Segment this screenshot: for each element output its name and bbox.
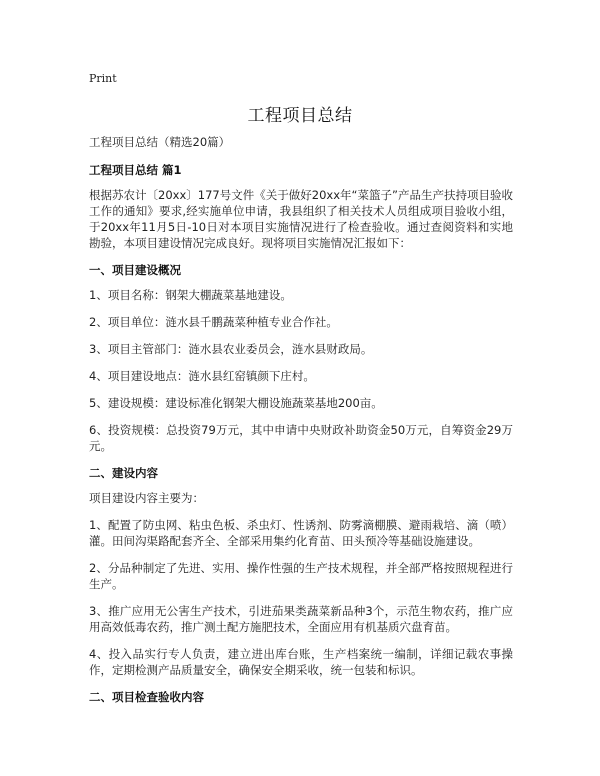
page-title: 工程项目总结 bbox=[247, 106, 353, 126]
content-item-4: 4、投入品实行专人负责，建立进出库台账，生产档案统一编制，详细记载农事操作，定期检测产品质量安全，确保安全期采收，统一包装和标识。 bbox=[89, 647, 513, 677]
overview-item-unit: 2、项目单位：涟水县千鹏蔬菜种植专业合作社。 bbox=[89, 315, 338, 329]
document-body bbox=[89, 134, 513, 714]
section-heading-overview: 一、项目建设概况 bbox=[89, 263, 181, 277]
overview-item-name: 1、项目名称：钢架大棚蔬菜基地建设。 bbox=[89, 288, 292, 302]
section-heading-content: 二、建设内容 bbox=[89, 466, 158, 480]
intro-paragraph: 根据苏农计〔20xx〕177号文件《关于做好20xx年“菜篮子”产品生产扶持项目验收工作的通知》要求,经实施单位申请，我县组织了相关技术人员组成项目验收小组，于20xx年11月5日-10日对本项目实施情况进行了检查验收。通过查阅资料和实地勘验，本项目建设情况完成良好。现将项目实施情况汇报如下： bbox=[89, 188, 513, 250]
content-item-1: 1、配置了防虫网、粘虫色板、杀虫灯、性诱剂、防雾滴棚膜、避雨栽培、滴（喷）灌。田间沟渠路配套齐全、全部采用集约化育苗、田头预冷等基础设施建设。 bbox=[89, 518, 513, 548]
article-heading: 工程项目总结 篇1 bbox=[89, 163, 182, 177]
content-item-3: 3、推广应用无公害生产技术，引进茄果类蔬菜新品种3个，示范生物农药，推广应用高效低毒农药，推广测土配方施肥技术，全面应用有机基质穴盘育苗。 bbox=[89, 604, 513, 634]
print-link[interactable]: Print bbox=[89, 72, 117, 85]
overview-item-location: 4、项目建设地点：涟水县红窑镇颜下庄村。 bbox=[89, 369, 315, 383]
overview-item-department: 3、项目主管部门：涟水县农业委员会，涟水县财政局。 bbox=[89, 342, 373, 356]
content-intro: 项目建设内容主要为： bbox=[89, 491, 204, 505]
content-item-2: 2、分品种制定了先进、实用、操作性强的生产技术规程，并全部严格按照规程进行生产。 bbox=[89, 561, 513, 591]
document-subtitle: 工程项目总结（精选20篇） bbox=[89, 135, 231, 149]
overview-item-investment: 6、投资规模：总投资79万元，其中申请中央财政补助资金50万元，自筹资金29万元。 bbox=[89, 423, 513, 453]
section-heading-inspection: 二、项目检查验收内容 bbox=[89, 690, 204, 704]
overview-item-scale: 5、建设规模：建设标准化钢架大棚设施蔬菜基地200亩。 bbox=[89, 396, 383, 410]
